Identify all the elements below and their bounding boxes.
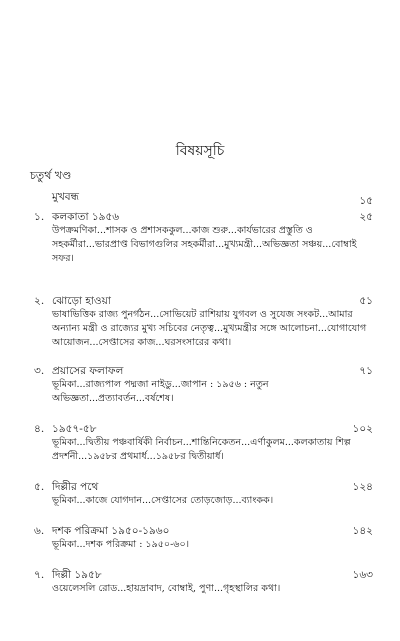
toc-entry-1	[30, 210, 375, 266]
entry-description: ভূমিকা...কাজে যোগদান...সেপ্তাসের তোড়জোড়...ব্যাংকক।	[52, 495, 274, 506]
entry-page-number: ১২৪	[352, 481, 373, 493]
entry-number: ১.	[34, 211, 45, 223]
entry-title: দশক পরিক্রমা ১৯৫০-১৯৬০	[52, 525, 170, 537]
entry-number: ৪.	[34, 423, 45, 435]
entry-number: ২.	[34, 295, 45, 307]
entry-page-number: ৫১	[359, 295, 373, 307]
entry-number: ৬.	[34, 525, 45, 537]
toc-entry-5	[30, 480, 375, 508]
toc-entry-3	[30, 364, 375, 406]
toc-entry-6	[30, 524, 375, 552]
toc-entry-4	[30, 422, 375, 464]
entry-title: কলকাতা ১৯৫৬	[52, 211, 120, 223]
entry-number: ৫.	[34, 481, 45, 493]
entry-page-number: ১৬৩	[352, 569, 373, 581]
entry-page-number: ৭১	[359, 365, 373, 377]
entry-title: দিল্লীর পথে	[52, 481, 99, 493]
entry-page-number: ২৫	[359, 211, 373, 223]
entry-page-number: ১০২	[352, 423, 373, 435]
entry-title: ঝোড়ো হাওয়া	[52, 295, 111, 307]
entry-description: ভূমিকা...রাজ্যপাল পদ্মজা নাইডু...জাপান : ১৯৫৬ : নতুন অভিজ্ঞতা...প্রত্যাবর্তন...বর্ষশেষ।	[52, 379, 269, 404]
entry-description: ভূমিকা...দ্বিতীয় পঞ্চবার্ষিকী নির্বাচন...শান্তিনিকেতন...এর্ণাকুলম...কলকাতায় শিল্প প্রদর্শনী...১৯৫৮র প্রথমার্ধ...১৯৫৮র দ্বিতীয়ার্ধ।	[52, 437, 351, 462]
part-label: চতুর্থ খণ্ড	[30, 169, 72, 182]
entry-number	[30, 190, 52, 204]
entry-page-number: ১৫	[359, 195, 373, 207]
entry-title: প্রয়াসের ফলাফল	[52, 365, 124, 377]
page-title: বিষয়সূচি	[175, 143, 225, 159]
toc-entry-7	[30, 568, 375, 596]
entry-description: উপক্রমণিকা...শাসক ও প্রশাসককুল...কাজ শুরু...কার্যভারের প্রস্তুতি ও সহকর্মীরা...ভারপ্রাপ্ত বিভাগগুলির সহকর্মীরা...মুখ্যমন্ত্রী...অভিজ্ঞতা সঞ্চয়...বোম্বাই সফর।	[52, 225, 357, 264]
toc-entry-2	[30, 294, 375, 350]
entry-number: ৩.	[34, 365, 45, 377]
toc-entry-preface	[30, 190, 375, 208]
entry-description: ভাষাভিত্তিক রাজ্য পুনর্গঠন...সোভিয়েট রাশিয়ায় যুগবল ও সুযেজ সংকট...আমার অন্যান্য মন্ত্রী ও রাজ্যের মুখ্য সচিবের নেতৃত্ব...মুখ্যমন্ত্রীর সঙ্গে আলোচনা...যোগাযোগ আয়োজন...সেপ্তাসের কাজ...ঘরসংসারের কথা।	[52, 309, 367, 348]
entry-description: ওয়েলেসলি রোড...হায়দ্রাবাদ, বোম্বাই, পুণা...গৃহস্থালির কথা।	[52, 583, 281, 594]
entry-number: ৭.	[34, 569, 45, 581]
table-of-contents	[30, 190, 375, 596]
entry-title: দিল্লী ১৯৫৮	[52, 569, 102, 581]
entry-page-number: ১৪২	[352, 525, 373, 537]
entry-title: ১৯৫৭-৫৮	[52, 423, 97, 435]
entry-title: মুখবন্ধ	[52, 191, 79, 203]
entry-description: ভূমিকা...দশক পরিক্রমা : ১৯৫০-৬০।	[52, 539, 190, 550]
